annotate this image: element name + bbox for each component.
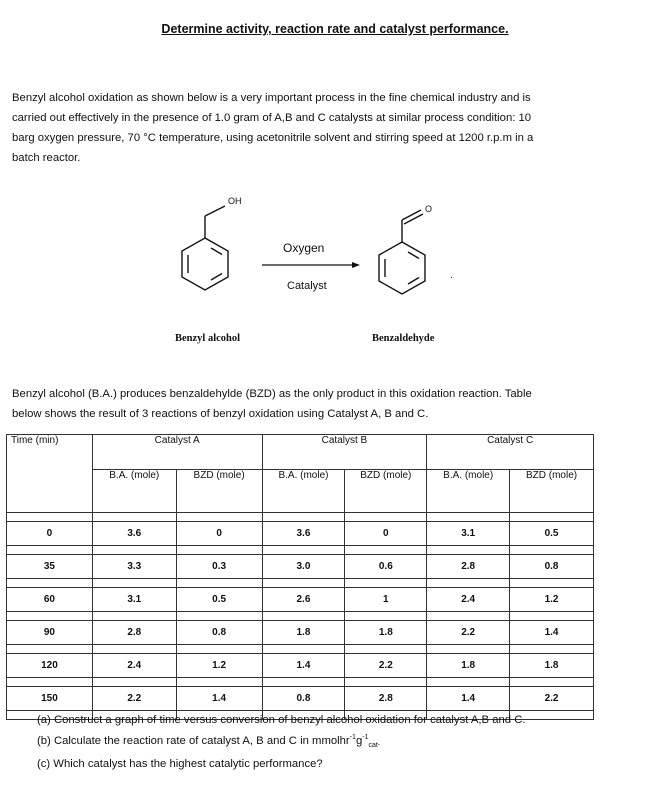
catalyst-a-header: Catalyst A [92, 435, 262, 470]
question-a: (a) Construct a graph of time versus conversion of benzyl alcohol oxidation for catalyst A,B and C. [37, 714, 526, 726]
table-cell: 3.6 [262, 522, 345, 546]
page-title: Determine activity, reaction rate and catalyst performance. [161, 22, 509, 36]
table-cell: 2.8 [92, 621, 176, 645]
benzyl-alcohol-structure [182, 206, 228, 290]
reaction-scheme [0, 180, 670, 360]
intro-line: batch reactor. [12, 152, 81, 164]
spacer-row [7, 645, 594, 654]
intro-paragraph [12, 88, 622, 168]
table-cell: 1.2 [510, 588, 594, 612]
sub-header: BZD (mole) [176, 470, 262, 513]
table-cell: 1.8 [427, 654, 510, 678]
table-cell: 0.3 [176, 555, 262, 579]
table-cell: 0.6 [345, 555, 427, 579]
intro-line: barg oxygen pressure, 70 °C temperature, using acetonitrile solvent and stirring speed at 1200 r.p.m in a [12, 132, 534, 144]
table-cell: 2.2 [510, 687, 594, 711]
sub-header: B.A. (mole) [92, 470, 176, 513]
table-cell: 3.0 [262, 555, 345, 579]
catalyst-c-header: Catalyst C [427, 435, 594, 470]
question-b [37, 729, 637, 755]
table-cell: 2.6 [262, 588, 345, 612]
benzaldehyde-structure [379, 210, 425, 294]
question-c: (c) Which catalyst has the highest catalytic performance? [37, 758, 323, 771]
table-cell: 0.8 [510, 555, 594, 579]
table-cell: 0.8 [262, 687, 345, 711]
table-cell: 3.1 [427, 522, 510, 546]
table-cell: 0 [176, 522, 262, 546]
table-row [7, 555, 594, 579]
time-cell: 150 [7, 687, 93, 711]
spacer-row [7, 579, 594, 588]
sub-header: B.A. (mole) [262, 470, 345, 513]
arrow-label-bottom: Catalyst [287, 280, 327, 292]
intro-line: carried out effectively in the presence of 1.0 gram of A,B and C catalysts at similar process condition: 10 [12, 112, 532, 124]
table-cell: 2.2 [345, 654, 427, 678]
table-cell: 1.8 [510, 654, 594, 678]
table-cell: 1.4 [427, 687, 510, 711]
table-cell: 1.4 [262, 654, 345, 678]
sub-header: BZD (mole) [345, 470, 427, 513]
table-cell: 2.8 [427, 555, 510, 579]
spacer-row [7, 546, 594, 555]
table-cell: 2.2 [427, 621, 510, 645]
table-cell: 0.5 [176, 588, 262, 612]
table-cell: 2.2 [92, 687, 176, 711]
table-cell: 3.3 [92, 555, 176, 579]
sub-header: B.A. (mole) [427, 470, 510, 513]
spacer-row [7, 513, 594, 522]
unit-exponent: -1 [362, 734, 369, 741]
oh-label: OH [228, 196, 242, 206]
table-cell: 2.4 [427, 588, 510, 612]
table-row [7, 654, 594, 678]
description-line: Benzyl alcohol (B.A.) produces benzaldehylde (BZD) as the only product in this oxidation reaction. Table [12, 388, 532, 400]
table-cell: 3.1 [92, 588, 176, 612]
unit-subscript: cat- [368, 742, 381, 750]
results-table [6, 434, 594, 720]
table-cell: 1.4 [510, 621, 594, 645]
spacer-row [7, 612, 594, 621]
description-line: below shows the result of 3 reactions of benzyl oxidation using Catalyst A, B and C. [12, 408, 429, 420]
time-cell: 35 [7, 555, 93, 579]
trailing-dot: . [450, 270, 453, 281]
table-row [7, 687, 594, 711]
table-cell: 0 [345, 522, 427, 546]
spacer-row [7, 678, 594, 687]
catalyst-b-header: Catalyst B [262, 435, 427, 470]
intro-line: Benzyl alcohol oxidation as shown below is a very important process in the fine chemical industry and is [12, 92, 531, 104]
time-column-header: Time (min) [7, 435, 93, 513]
table-cell: 1.4 [176, 687, 262, 711]
table-cell: 0.8 [176, 621, 262, 645]
table-row [7, 621, 594, 645]
time-cell: 0 [7, 522, 93, 546]
table-description [12, 384, 642, 424]
questions-list [37, 711, 637, 773]
table-cell: 2.4 [92, 654, 176, 678]
table-cell: 1.2 [176, 654, 262, 678]
product-label: Benzaldehyde [372, 333, 435, 344]
table-cell: 0.5 [510, 522, 594, 546]
table-row [7, 522, 594, 546]
unit-gram: g [355, 734, 363, 747]
table-cell: 1.8 [345, 621, 427, 645]
table-cell: 3.6 [92, 522, 176, 546]
sub-header: BZD (mole) [510, 470, 594, 513]
time-cell: 120 [7, 654, 93, 678]
arrow-head-icon [352, 262, 360, 268]
table-cell: 2.8 [345, 687, 427, 711]
time-cell: 90 [7, 621, 93, 645]
arrow-label-top: Oxygen [283, 241, 325, 255]
reactant-label: Benzyl alcohol [175, 333, 241, 344]
unit-exponent: -1 [349, 734, 356, 741]
table-cell: 1 [345, 588, 427, 612]
table-cell: 1.8 [262, 621, 345, 645]
time-cell: 60 [7, 588, 93, 612]
table-row [7, 588, 594, 612]
oxygen-label: O [425, 204, 433, 214]
question-b-text: (b) Calculate the reaction rate of catalyst A, B and C in mmolhr [37, 734, 350, 747]
